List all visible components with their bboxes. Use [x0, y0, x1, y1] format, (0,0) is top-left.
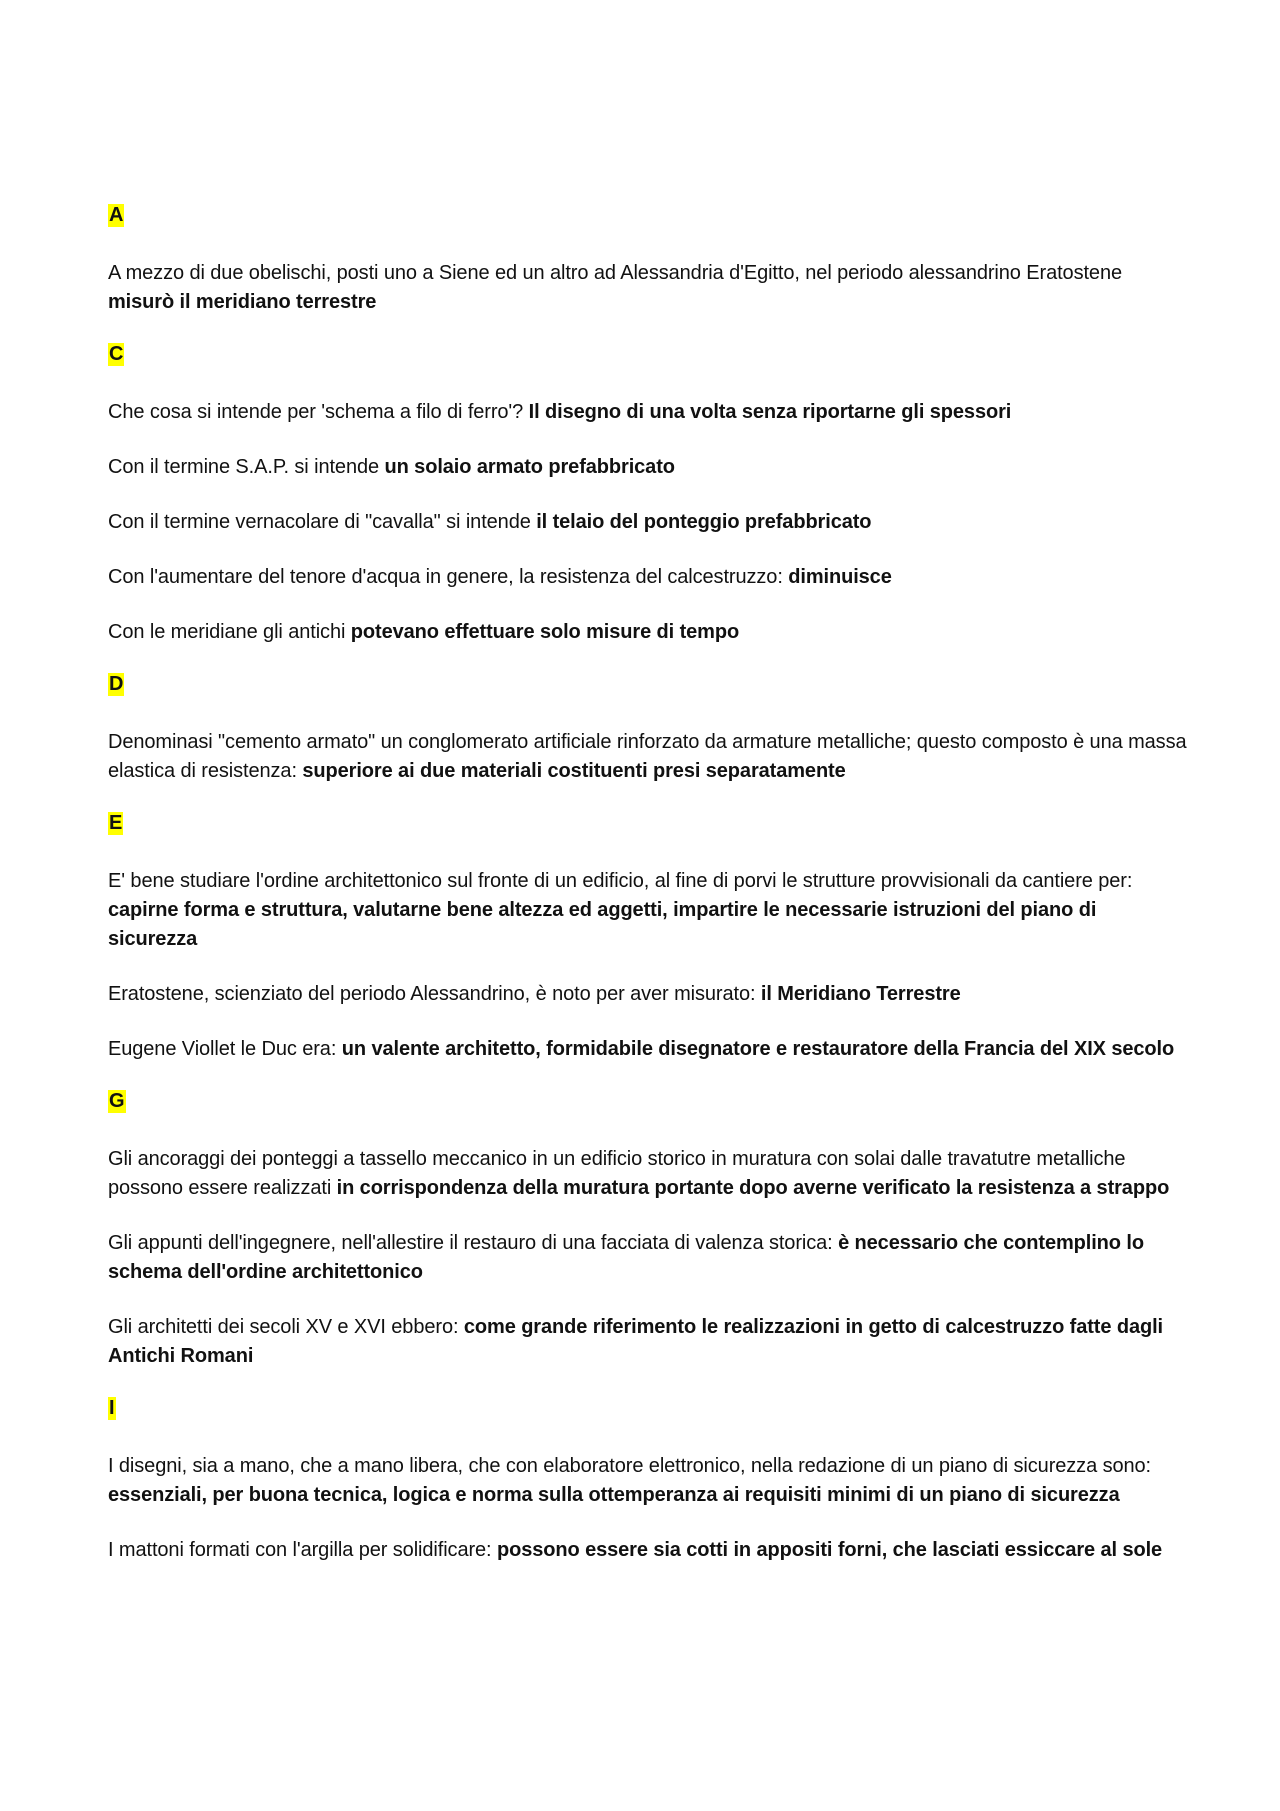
entry-question: Con l'aumentare del tenore d'acqua in genere, la resistenza del calcestruzzo:	[108, 566, 789, 588]
section-letter-c: C	[109, 343, 124, 365]
entry-answer: superiore ai due materiali costituenti presi separatamente	[302, 760, 846, 782]
entry	[108, 1229, 1188, 1287]
entry-question: Gli ancoraggi dei ponteggi a tassello meccanico in un edificio storico in muratura con solai dalle travatutre metalliche possono essere realizzati	[108, 1148, 1126, 1199]
section-i	[108, 1397, 1188, 1565]
entry-question: A mezzo di due obelischi, posti uno a Siene ed un altro ad Alessandria d'Egitto, nel periodo alessandrino Eratostene	[108, 262, 1122, 284]
entry	[108, 980, 1188, 1009]
section-letter-e: E	[109, 812, 123, 834]
entry-question: Denominasi "cemento armato" un conglomerato artificiale rinforzato da armature metalliche; questo composto è una massa elastica di resistenza:	[108, 731, 1187, 782]
entry	[108, 618, 1188, 647]
entry-question: Con il termine S.A.P. si intende	[108, 456, 385, 478]
entry	[108, 1035, 1188, 1064]
entry	[108, 453, 1188, 482]
entry-answer: un solaio armato prefabbricato	[384, 456, 675, 478]
entry-answer: Il disegno di una volta senza riportarne gli spessori	[528, 401, 1012, 423]
section-e	[108, 812, 1188, 1064]
entry-answer: il Meridiano Terrestre	[760, 983, 961, 1005]
entry	[108, 867, 1188, 954]
entry-question: Eugene Viollet le Duc era:	[108, 1038, 342, 1060]
entry-question: Gli appunti dell'ingegnere, nell'allestire il restauro di una facciata di valenza storica:	[108, 1232, 839, 1254]
section-letter-i: I	[109, 1397, 115, 1419]
entry-answer: possono essere sia cotti in appositi forni, che lasciati essiccare al sole	[496, 1539, 1163, 1561]
entry	[108, 259, 1188, 317]
entry-answer: come grande riferimento le realizzazioni in getto di calcestruzzo fatte dagli Antichi Romani	[108, 1316, 1164, 1367]
entry-question: Con le meridiane gli antichi	[108, 621, 351, 643]
entry-question: I disegni, sia a mano, che a mano libera, che con elaboratore elettronico, nella redazione di un piano di sicurezza sono:	[108, 1455, 1151, 1477]
section-letter-g: G	[109, 1090, 125, 1112]
entry	[108, 1313, 1188, 1371]
entry	[108, 728, 1188, 786]
entry-answer: essenziali, per buona tecnica, logica e norma sulla ottemperanza ai requisiti minimi di un piano di sicurezza	[108, 1484, 1120, 1506]
entry-question: Eratostene, scienziato del periodo Alessandrino, è noto per aver misurato:	[108, 983, 761, 1005]
entry-answer: un valente architetto, formidabile disegnatore e restauratore della Francia del XIX secolo	[341, 1038, 1175, 1060]
entry	[108, 1452, 1188, 1510]
entry	[108, 1536, 1188, 1565]
document-body	[108, 204, 1188, 1591]
entry-question: Con il termine vernacolare di "cavalla" si intende	[108, 511, 537, 533]
section-d	[108, 673, 1188, 786]
entry-answer: misurò il meridiano terrestre	[108, 291, 377, 313]
entry-answer: potevano effettuare solo misure di tempo	[350, 621, 740, 643]
entry	[108, 1145, 1188, 1203]
section-g	[108, 1090, 1188, 1371]
entry-answer: capirne forma e struttura, valutarne bene altezza ed aggetti, impartire le necessarie istruzioni del piano di sicurezza	[108, 899, 1097, 950]
entry-answer: in corrispondenza della muratura portante dopo averne verificato la resistenza a strappo	[336, 1177, 1170, 1199]
entry-question: E' bene studiare l'ordine architettonico sul fronte di un edificio, al fine di porvi le strutture provvisionali da cantiere per:	[108, 870, 1133, 892]
entry	[108, 563, 1188, 592]
entry-answer: diminuisce	[788, 566, 892, 588]
section-letter-a: A	[109, 204, 124, 226]
entry	[108, 508, 1188, 537]
section-c	[108, 343, 1188, 647]
entry-answer: il telaio del ponteggio prefabbricato	[536, 511, 872, 533]
entry	[108, 398, 1188, 427]
entry-question: Gli architetti dei secoli XV e XVI ebbero:	[108, 1316, 464, 1338]
entry-answer: è necessario che contemplino lo schema dell'ordine architettonico	[108, 1232, 1144, 1283]
section-a	[108, 204, 1188, 317]
section-letter-d: D	[109, 673, 124, 695]
entry-question: I mattoni formati con l'argilla per solidificare:	[108, 1539, 497, 1561]
entry-question: Che cosa si intende per 'schema a filo di ferro'?	[108, 401, 529, 423]
